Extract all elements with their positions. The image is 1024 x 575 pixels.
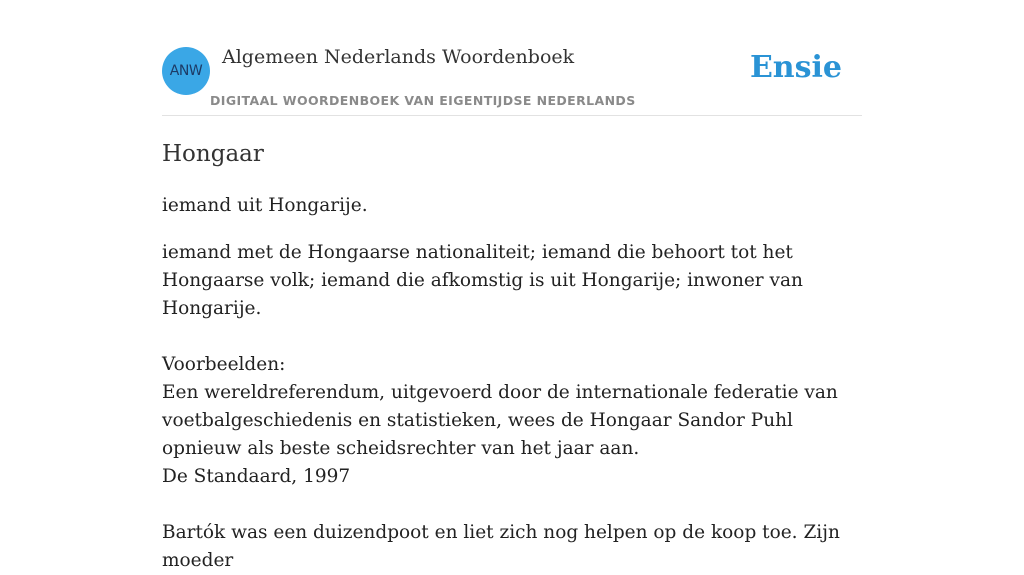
example-source: De Standaard, 1997 xyxy=(162,466,351,487)
entry-content xyxy=(162,138,862,575)
long-definition-block xyxy=(162,239,862,575)
site-title[interactable]: Algemeen Nederlands Woordenboek xyxy=(222,46,575,68)
paragraph-spacer xyxy=(162,323,862,351)
short-definition: iemand uit Hongarije. xyxy=(162,195,368,216)
example-text: Een wereldreferendum, uitgevoerd door de internationale federatie van voetbalgeschiedenis en statistieken, wees de Hongaar Sandor Puhl opnieuw als beste scheidsrechter van het jaar aan. xyxy=(162,382,838,459)
anw-logo[interactable] xyxy=(162,47,210,95)
ensie-brand-link[interactable]: Ensie xyxy=(749,50,842,85)
paragraph-spacer xyxy=(162,491,862,519)
examples-label: Voorbeelden: xyxy=(162,354,286,375)
long-definition: iemand met de Hongaarse nationaliteit; iemand die behoort tot het Hongaarse volk; iemand die afkomstig is uit Hongarije; inwoner van Hongarije. xyxy=(162,242,803,319)
example-text: Bartók was een duizendpoot en liet zich nog helpen op de koop toe. Zijn moeder xyxy=(162,522,840,571)
anw-logo-text: ANW xyxy=(169,63,203,79)
site-header xyxy=(162,40,862,116)
entry-title: Hongaar xyxy=(162,141,264,167)
site-subtitle: DIGITAAL WOORDENBOEK VAN EIGENTIJDSE NEDERLANDS xyxy=(210,93,636,108)
